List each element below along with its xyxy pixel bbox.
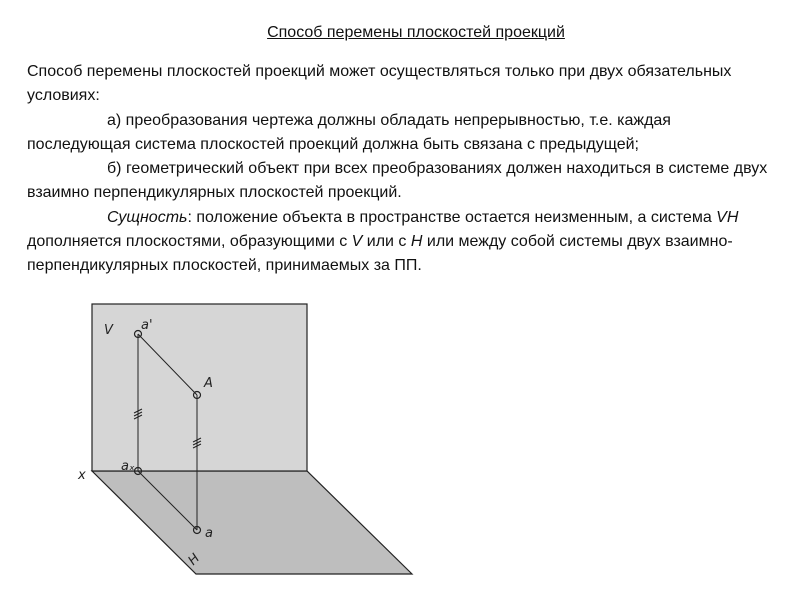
essence-text-4: или между собой системы двух взаимно-перпендикулярных плоскостей, принимаемых за ПП.	[27, 233, 733, 275]
condition-b: б) геометрический объект при всех преобразованиях должен находиться в системе двух взаимно перпендикулярных плоскостей проекций.	[27, 160, 768, 202]
intro-paragraph: Способ перемены плоскостей проекций может осуществляться только при двух обязательных условиях:	[27, 63, 732, 105]
vertical-plane	[92, 304, 307, 471]
slide-title: Способ перемены плоскостей проекций	[267, 24, 565, 41]
essence-vh: VH	[716, 208, 739, 226]
essence-text-1: положение объекта в пространстве остается неизменным, а система	[191, 208, 717, 226]
horizontal-plane	[92, 471, 412, 574]
label-a-point: A	[204, 376, 213, 391]
label-v: V	[104, 323, 113, 338]
label-ax: aₓ	[121, 459, 135, 474]
label-a-front: a'	[141, 318, 153, 333]
essence-text-2: дополняется плоскостями, образующими с	[27, 233, 352, 251]
label-a-top: a	[205, 526, 213, 541]
label-h: H	[185, 551, 204, 569]
essence-sep: :	[187, 208, 192, 226]
condition-a: а) преобразования чертежа должны обладать непрерывностью, т.е. каждая последующая система плоскостей проекций должна быть связана с предыдущей;	[27, 111, 671, 153]
essence-term: Сущность	[107, 208, 188, 226]
essence-v: V	[351, 233, 363, 251]
label-x: x	[78, 468, 86, 483]
essence-h: H	[410, 233, 423, 251]
essence-text-3: или с	[362, 233, 411, 251]
